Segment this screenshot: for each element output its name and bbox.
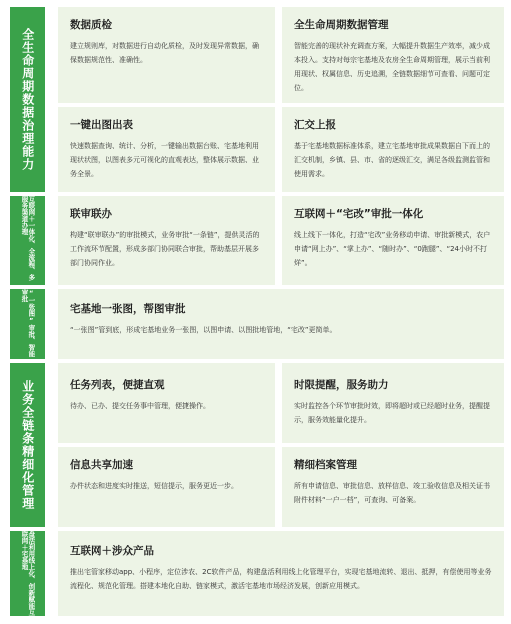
card-report-submission <box>282 107 504 192</box>
card-title: 宅基地一张图，帮图审批 <box>70 303 186 315</box>
card-title: 时限提醒，服务助力 <box>294 379 389 391</box>
card-one-map <box>58 289 504 359</box>
card-internet-products <box>58 531 504 616</box>
card-lifecycle-management <box>282 7 504 103</box>
card-joint-approval <box>58 196 275 285</box>
card-title: 互联网＋“宅改”审批一体化 <box>294 208 424 220</box>
card-title: 数据质检 <box>70 19 112 31</box>
card-title: 信息共享加速 <box>70 459 133 471</box>
card-description: 实时监控各个环节审批时效，即将超时或已经超时业务，提醒提示，服务效能量化提升。 <box>294 402 490 424</box>
card-description: 基于宅基地数据标准体系，建立宅基地审批成果数据自下而上的汇交机制，乡镇、县、市、省的逐级汇交，满足各级监测监管和使用需求。 <box>294 142 490 178</box>
card-description: 建立规则库，对数据进行自动化质检，及时发现异常数据，确保数据规范性、准确性。 <box>70 42 259 64</box>
band-business-management <box>10 363 45 527</box>
card-data-quality <box>58 7 275 103</box>
band-label: 全生命周期数据治理能力 <box>20 28 35 171</box>
card-description: 推出宅管家移动app、小程序，定位涉农、2C软件产品，构建盘活利用线上化管理平台，实现宅基地流转、退出、抵押，有偿使用等业务流程化、规范化管理。搭建本地化自助、链家模式，激活宅基地市场经济发展，创新应用模式。 <box>70 568 492 590</box>
card-info-sharing <box>58 447 275 527</box>
band-label: 业务全链条精细化管理 <box>20 380 35 510</box>
card-description: 所有申请信息、审批信息、放样信息、竣工验收信息及相关证书附件材料“一户一档”，可查询、可备案。 <box>294 482 490 504</box>
card-title: 汇交上报 <box>294 119 336 131</box>
card-description: “一张图”管到底，形成宅基地业务一张图，以图申请、以图批地管地，“宅改”更简单。 <box>70 326 337 334</box>
card-title: 联审联办 <box>70 208 112 220</box>
card-description: 线上线下一体化，打造“宅改”业务移动申请、审批新模式，农户申请“网上办”、“掌上办”、“随时办”、“0跑腿”、“24小时不打烊”。 <box>294 231 491 267</box>
card-title: 全生命周期数据管理 <box>294 19 389 31</box>
band-one-map-approval <box>10 289 45 359</box>
band-label: 互联网＋一体化、全流程、多服务渠道办理 <box>20 196 36 281</box>
band-internet-processing <box>10 196 45 285</box>
card-title: 一键出图出表 <box>70 119 133 131</box>
card-archive-management <box>282 447 504 527</box>
card-description: 智能完善的现状补充调查方案，大幅提升数据生产效率，减少成本投入。支持对每宗宅基地及农房全生命周期管理，展示当前利用现状、权属信息、历史追溯，全链数据细节可查看、问题可定位。 <box>294 42 490 92</box>
card-time-reminder <box>282 363 504 443</box>
card-title: 互联网＋涉众产品 <box>70 545 154 557</box>
card-task-list <box>58 363 275 443</box>
band-data-governance <box>10 7 45 192</box>
card-title: 精细档案管理 <box>294 459 357 471</box>
card-one-click-output <box>58 107 275 192</box>
band-label: 盘活利用线上化、创新赋能互联网＋宅基地 <box>20 531 36 616</box>
band-label: “一张图”审批、智能审批 <box>20 289 36 357</box>
card-description: 办件状态和进度实时推送，短信提示，服务更近一步。 <box>70 482 238 490</box>
card-internet-approval <box>282 196 504 285</box>
card-title: 任务列表，便捷直观 <box>70 379 165 391</box>
card-description: 构建“联审联办”的审批模式，业务审批“一条链”，提供灵活的工作流环节配置，形成多部门协同联合审批，帮助基层开展多部门协同作业。 <box>70 231 260 267</box>
band-internet-products <box>10 531 45 616</box>
card-description: 待办、已办、提交任务事中管理，便捷操作。 <box>70 402 210 410</box>
card-description: 快速数据查询、统计、分析，一键输出数据台账、宅基地利用现状状图，以图表多元可视化的直观表达，整体展示数据、业务全景。 <box>70 142 259 178</box>
